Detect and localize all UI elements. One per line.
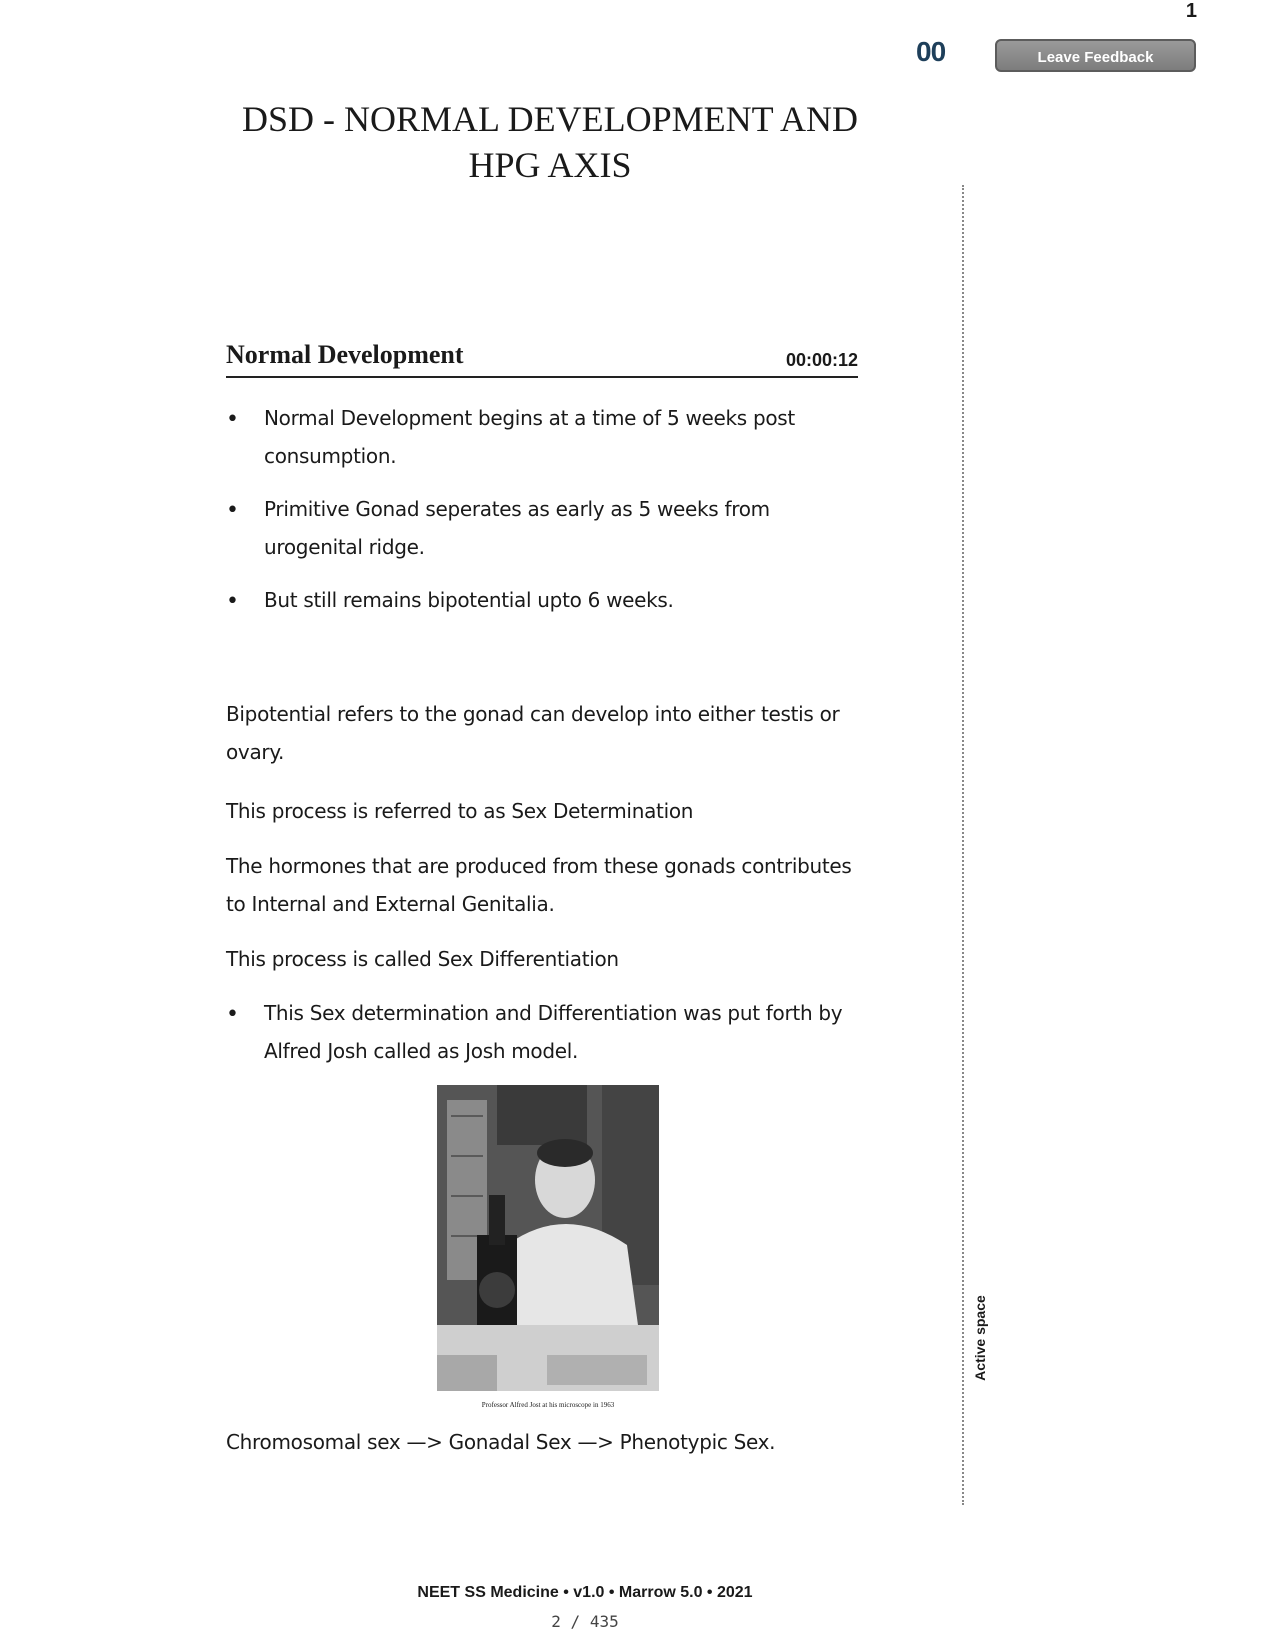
footer-edition: NEET SS Medicine • v1.0 • Marrow 5.0 • 2021: [417, 1584, 753, 1601]
bullet-dot: •: [226, 407, 239, 432]
active-space-divider: [962, 185, 964, 1505]
chromosomal-sex-line: Chromosomal sex —> Gonadal Sex —> Phenotypic Sex.: [226, 1430, 776, 1454]
page-corner-number: 1: [1185, 0, 1197, 22]
list-item: [226, 581, 866, 619]
paragraph-hormones: The hormones that are produced from these gonads contributes to Internal and External Genitalia.: [226, 854, 852, 916]
section-header: [226, 340, 858, 378]
bullet-text: But still remains bipotential upto 6 weeks.: [264, 588, 674, 612]
active-space-label: Active space: [972, 1288, 988, 1388]
bullet-text: Primitive Gonad seperates as early as 5 weeks from urogenital ridge.: [264, 497, 770, 559]
leave-feedback-button[interactable]: Leave Feedback: [995, 39, 1196, 72]
paragraph-bipotential: Bipotential refers to the gonad can develop into either testis or ovary.: [226, 702, 840, 764]
bullet-dot: •: [226, 498, 239, 523]
annotation-counter: 00: [916, 36, 946, 67]
paragraph-sex-determination: This process is referred to as Sex Determination: [226, 799, 694, 823]
title-line-2: HPG AXIS: [468, 145, 632, 185]
title-line-1: DSD - NORMAL DEVELOPMENT AND: [241, 99, 858, 139]
bullet-text: This Sex determination and Differentiation was put forth by Alfred Josh called as Josh model.: [264, 1001, 843, 1063]
section-title: Normal Development: [226, 340, 464, 369]
paragraph-sex-differentiation: This process is called Sex Differentiation: [226, 947, 619, 971]
video-timestamp[interactable]: 00:00:12: [785, 350, 858, 370]
list-item: [226, 994, 866, 1070]
list-item: [226, 490, 866, 566]
bullet-dot: •: [226, 589, 239, 614]
page-indicator: 2 / 435: [551, 1612, 619, 1631]
photo-figure: [437, 1085, 659, 1409]
bullet-dot: •: [226, 1002, 239, 1027]
bullet-text: Normal Development begins at a time of 5 weeks post consumption.: [264, 406, 795, 468]
photo-caption: Professor Alfred Jost at his microscope in 1963: [481, 1401, 615, 1409]
scientist-photo: [437, 1085, 659, 1391]
list-item: [226, 399, 866, 475]
page-title: [220, 96, 880, 188]
